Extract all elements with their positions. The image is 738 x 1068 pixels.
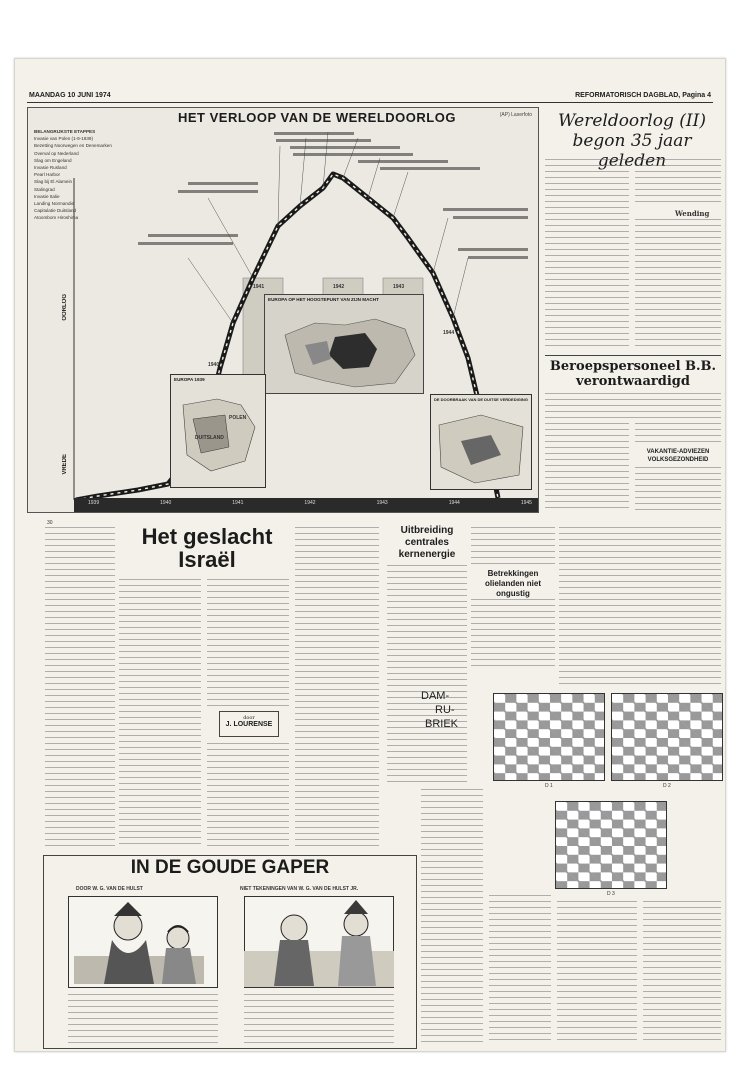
year-tick: 1944	[448, 500, 460, 506]
comic-caption-right	[244, 994, 394, 1044]
byline-label: door	[243, 715, 255, 721]
uitbreiding-column-1	[387, 565, 467, 785]
year-tick: 1943	[376, 500, 388, 506]
legend-item: Bezetting Noorwegen en Denemarken	[34, 143, 112, 149]
feature-column-1	[545, 159, 629, 351]
bp-column-2	[635, 423, 721, 445]
bp-intro	[545, 393, 721, 419]
comic-panel-left	[68, 896, 218, 988]
map-label-polen: POLEN	[229, 415, 247, 421]
legend-item: Pearl Harbor	[34, 172, 61, 178]
betrekkingen-title: Betrekkingen olielanden niet ongustig	[471, 569, 555, 599]
feature-column-3	[635, 219, 721, 351]
year-label: 1943	[393, 284, 405, 290]
dam-title-part: BRIEK	[425, 718, 459, 730]
legend-item: Landing Normandie	[34, 201, 75, 207]
comic-panel-right	[244, 896, 394, 988]
dam-column-4	[643, 901, 721, 1045]
year-tick: 1939	[88, 500, 100, 506]
comic-caption-left	[68, 994, 218, 1044]
year-tick: 1942	[304, 500, 316, 506]
map-label-duitsland: DUITSLAND	[195, 435, 224, 441]
feature-column-2	[635, 159, 721, 207]
vac-title: VAKANTIE-ADVIEZEN VOLKSGEZONDHEID	[646, 449, 710, 463]
year-label: 1940	[208, 362, 220, 368]
israel-title-line2: Israël	[178, 547, 236, 572]
dam-title-part: RU-	[435, 704, 455, 716]
draughts-board-d3	[555, 801, 667, 889]
dam-column-2	[489, 895, 551, 1045]
board-label: D 3	[607, 891, 615, 897]
header-paper: REFORMATORISCH DAGBLAD, Pagina 4	[575, 92, 711, 99]
uitbreiding-title: Uitbreiding centrales kernenergie	[398, 525, 456, 560]
page-header	[27, 91, 713, 103]
europe-main-map	[264, 294, 424, 394]
legend-item: Slag bij El Alamein	[34, 179, 73, 185]
map-left-title: EUROPA 1939	[174, 377, 205, 382]
comic-box	[43, 855, 417, 1049]
chart-credit: (AP) Laserfoto	[499, 112, 532, 118]
breakthrough-map	[430, 394, 532, 490]
byline-author: J. LOURENSE	[225, 721, 273, 728]
feature-title-line1: Wereldoorlog (II)	[558, 111, 706, 131]
label-oorlog: OORLOG	[62, 294, 68, 321]
legend-item: Slag om Engeland	[34, 157, 72, 163]
israel-headline	[119, 525, 295, 571]
dam-title-part: DAM-	[421, 690, 450, 702]
board-label: D 1	[545, 783, 553, 789]
legend-item: Invasie Rusland	[34, 165, 67, 171]
map-right-title: DE DOORBRAAK VAN DE DUITSE VERDEDIGING	[434, 397, 528, 402]
israel-column-1	[45, 527, 115, 849]
year-tick: 1940	[160, 500, 172, 506]
legend-item: Atoombom Hiroshima	[34, 215, 79, 221]
israel-column-3	[207, 579, 289, 707]
dam-column-1	[421, 789, 483, 1045]
feature-subhead: Wending	[675, 209, 710, 218]
chart-years-axis	[88, 500, 532, 510]
year-tick: 1941	[232, 500, 244, 506]
bp-title-line2: verontwaardigd	[576, 374, 690, 389]
bp-column-1	[545, 423, 629, 513]
label-vrede: VREDE	[62, 454, 68, 475]
dam-title	[421, 689, 481, 731]
header-date: MAANDAG 10 JUNI 1974	[29, 92, 111, 99]
israel-column-4	[207, 743, 289, 849]
comic-title: IN DE GOUDE GAPER	[130, 857, 330, 878]
chart-title: HET VERLOOP VAN DE WERELDOORLOG	[178, 110, 456, 125]
vac-column	[635, 467, 721, 513]
legend-item: Invasie Italie	[34, 193, 60, 199]
newspaper-page	[14, 58, 726, 1052]
right-lower-column	[559, 527, 721, 687]
comic-right-credit: NIET TEKENINGEN VAN W. G. VAN DE HULST JR.	[240, 886, 359, 892]
israel-title-line1: Het geslacht	[141, 524, 273, 549]
year-label: 1944	[443, 330, 455, 336]
comic-left-credit: DOOR W. G. VAN DE HULST	[76, 886, 143, 892]
page-number: 30	[47, 520, 53, 526]
legend-item: Invasie van Polen (1-9-1939)	[34, 136, 93, 142]
war-chart	[27, 107, 539, 513]
legend-item: Overval op Nederland	[34, 150, 79, 156]
board-label: D 2	[663, 783, 671, 789]
israel-column-5	[295, 527, 379, 849]
chart-legend	[34, 128, 126, 328]
legend-item: Capitulatie Duitsland	[34, 208, 77, 214]
israel-column-2	[119, 579, 201, 849]
legend-item: Stalingrad	[34, 186, 55, 192]
map-main-title: EUROPA OP HET HOOGTEPUNT VAN ZIJN MACHT	[268, 297, 379, 302]
bp-headline	[545, 359, 721, 389]
feature-title-line2: begon 35 jaar geleden	[572, 131, 692, 171]
divider	[545, 355, 721, 356]
legend-title: BELANGRIJKSTE ETAPPES	[34, 129, 96, 134]
year-label: 1941	[253, 284, 265, 290]
europe-1939-map	[170, 374, 266, 488]
byline-box	[219, 711, 279, 737]
draughts-board-d1	[493, 693, 605, 781]
bp-title-line1: Beroepspersoneel B.B.	[549, 359, 717, 374]
year-tick: 1945	[520, 500, 532, 506]
draughts-board-d2	[611, 693, 723, 781]
year-label: 1942	[333, 284, 345, 290]
dam-column-3	[557, 901, 637, 1045]
